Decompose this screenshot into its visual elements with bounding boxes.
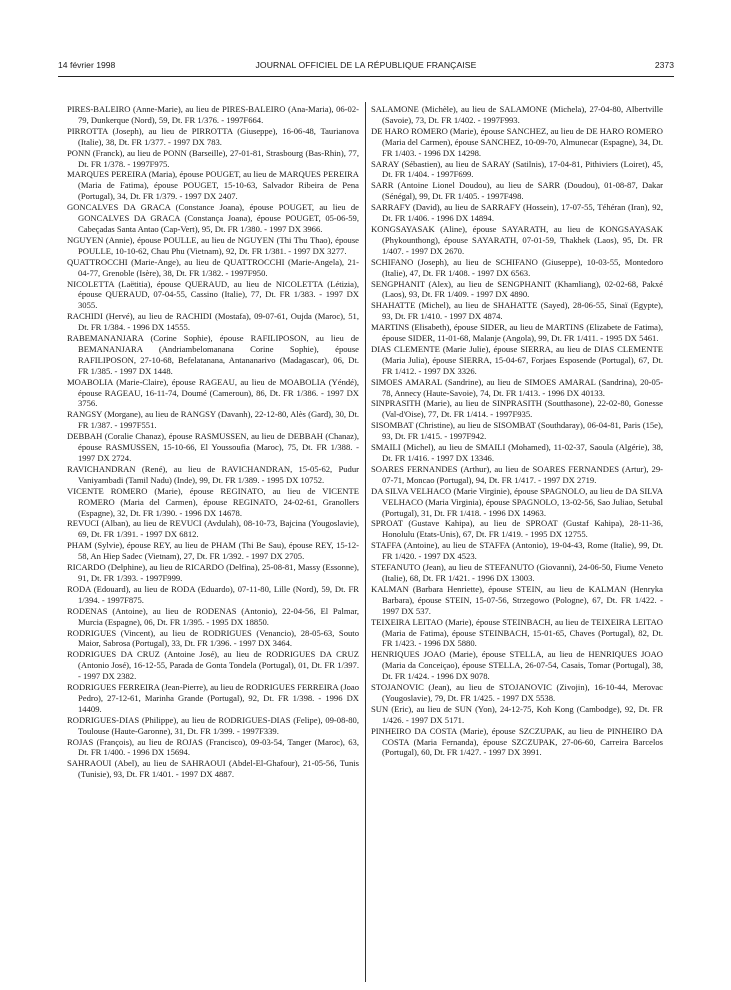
list-item: SARAY (Sébastien), au lieu de SARAY (Satilnis), 17-04-81, Pithiviers (Loiret), 45, Dt. FR 1/404. - 1997F699. — [371, 158, 663, 180]
list-item: DEBBAH (Coralie Chanaz), épouse RASMUSSEN, au lieu de DEBBAH (Chanaz), épouse RASMUSSEN, 15-10-66, El Youssoufia (Maroc), 75, Dt. FR 1/388. - 1997 DX 2724. — [67, 431, 359, 463]
list-item: STOJANOVIC (Jean), au lieu de STOJANOVIC (Zivojin), 16-10-44, Merovac (Yougoslavie), 79, Dt. FR 1/425. - 1997 DX 5538. — [371, 682, 663, 703]
list-item: RODA (Edouard), au lieu de RODA (Eduardo), 07-11-80, Lille (Nord), 59, Dt. FR 1/394. - 1997F875. — [67, 583, 359, 605]
page-number: 2373 — [654, 60, 674, 70]
list-item: STAFFA (Antoine), au lieu de STAFFA (Antonio), 19-04-43, Rome (Italie), 99, Dt. FR 1/420. - 1997 DX 4523. — [371, 540, 663, 562]
list-item: SARR (Antoine Lionel Doudou), au lieu de SARR (Doudou), 01-08-87, Dakar (Sénégal), 99, Dt. FR 1/405. - 1997F498. — [371, 180, 663, 202]
list-item: STEFANUTO (Jean), au lieu de STEFANUTO (Giovanni), 24-06-50, Fiume Veneto (Italie), 68, Dt. FR 1/421. - 1996 DX 13003. — [371, 562, 663, 583]
list-item: NGUYEN (Annie), épouse POULLE, au lieu de NGUYEN (Thi Thu Thao), épouse POULLE, 10-10-62, Chau Phu (Vietnam), 92, Dt. FR 1/381. - 1997 DX 3277. — [67, 234, 359, 256]
journal-title: JOURNAL OFFICIEL DE LA RÉPUBLIQUE FRANÇAISE — [255, 60, 477, 70]
list-item: SUN (Eric), au lieu de SUN (Yon), 24-12-75, Koh Kong (Cambodge), 92, Dt. FR 1/426. - 1997 DX 5171. — [371, 703, 663, 725]
list-item: RODRIGUES-DIAS (Philippe), au lieu de RODRIGUES-DIAS (Felipe), 09-08-80, Toulouse (Haute-Garonne), 31, Dt. FR 1/399. - 1997F339. — [67, 714, 359, 736]
column-separator — [365, 102, 366, 982]
list-item: GONCALVES DA GRACA (Constance Joana), épouse POUGET, au lieu de GONCALVES DA GRACA (Constança Joana), épouse POUGET, 05-06-59, Cabeçadas Santa Antao (Cap-Vert), 95, Dt. FR 1/380. - 1997 DX 3966. — [67, 202, 359, 234]
page-header — [58, 60, 674, 72]
list-item: KALMAN (Barbara Henriette), épouse STEIN, au lieu de KALMAN (Henryka Barbara), épouse STEIN, 15-07-56, Strzegowo (Pologne), 67, Dt. FR 1/422. - 1997 DX 537. — [371, 583, 663, 616]
list-item: QUATTROCCHI (Marie-Ange), au lieu de QUATTROCCHI (Marie-Angela), 21-04-77, Grenoble (Isère), 38, Dt. FR 1/382. - 1997F950. — [67, 256, 359, 278]
list-item: PIRROTTA (Joseph), au lieu de PIRROTTA (Giuseppe), 16-06-48, Taurianova (Italie), 38, Dt. FR 1/377. - 1997 DX 783. — [67, 125, 359, 147]
list-item: RODRIGUES (Vincent), au lieu de RODRIGUES (Venancio), 28-05-63, Souto Maior, Sabrosa (Portugal), 33, Dt. FR 1/396. - 1997 DX 3464. — [67, 627, 359, 649]
list-item: MOABOLIA (Marie-Claire), épouse RAGEAU, au lieu de MOABOLIA (Yéndé), épouse RAGEAU, 16-11-74, Doumé (Cameroun), 86, Dt. FR 1/386. - 1997 DX 3756. — [67, 376, 359, 409]
list-item: RABEMANANJARA (Corine Sophie), épouse RAFILIPOSON, au lieu de BEMANANJARA (Andriambelomanana Corine Sophie), épouse RAFILIPOSON, 27-10-68, Befelatanana, Antananarivo (Madagascar), 06, Dt. FR 1/385. - 1997 DX 1448. — [67, 333, 359, 376]
list-item: DE HARO ROMERO (Marie), épouse SANCHEZ, au lieu de DE HARO ROMERO (Maria del Carmen), épouse SANCHEZ, 10-09-70, Almunecar (Espagne), 34, Dt. FR 1/403. - 1996 DX 14298. — [371, 125, 663, 158]
list-item: DA SILVA VELHACO (Marie Virginie), épouse SPAGNOLO, au lieu de DA SILVA VELHACO (Maria Virginia), épouse SPAGNOLO, 13-02-56, Sao Juliao, Setubal (Portugal), 31, Dt. FR 1/418. - 1996 DX 14963. — [371, 485, 663, 518]
list-item: NICOLETTA (Laëtitia), épouse QUERAUD, au lieu de NICOLETTA (Létizia), épouse QUERAUD, 07-04-55, Cassino (Italie), 77, Dt. FR 1/383. - 1997 DX 3055. — [67, 278, 359, 311]
list-item: RODRIGUES FERREIRA (Jean-Pierre), au lieu de RODRIGUES FERREIRA (Joao Pedro), 27-12-61, Marinha Grande (Portugal), 92, Dt. FR 1/398. - 1996 DX 14409. — [67, 682, 359, 714]
list-item: SENGPHANIT (Alex), au lieu de SENGPHANIT (Khamliang), 02-02-68, Pakxé (Laos), 93, Dt. FR 1/409. - 1997 DX 4890. — [371, 278, 663, 300]
list-item: REVUCI (Alban), au lieu de REVUCI (Avdulah), 08-10-73, Bajcina (Yougoslavie), 69, Dt. FR 1/391. - 1997 DX 6812. — [67, 518, 359, 540]
list-item: SALAMONE (Michèle), au lieu de SALAMONE (Michela), 27-04-80, Albertville (Savoie), 73, Dt. FR 1/402. - 1997F993. — [371, 104, 663, 125]
list-item: TEIXEIRA LEITAO (Marie), épouse STEINBACH, au lieu de TEIXEIRA LEITAO (Maria de Fatima), épouse STEINBACH, 15-01-65, Chaves (Portugal), 82, Dt. FR 1/423. - 1996 DX 5880. — [371, 616, 663, 649]
list-item: PONN (Franck), au lieu de PONN (Barseille), 27-01-81, Strasbourg (Bas-Rhin), 77, Dt. FR 1/378. - 1997F975. — [67, 147, 359, 169]
list-item: PHAM (Sylvie), épouse REY, au lieu de PHAM (Thi Be Sau), épouse REY, 15-12-58, An Hiep Sadec (Vietnam), 27, Dt. FR 1/392. - 1997 DX 2705. — [67, 540, 359, 562]
list-item: RACHIDI (Hervé), au lieu de RACHIDI (Mostafa), 09-07-61, Oujda (Maroc), 51, Dt. FR 1/384. - 1996 DX 14555. — [67, 311, 359, 333]
list-item: SISOMBAT (Christine), au lieu de SISOMBAT (Southdaray), 06-04-81, Paris (15e), 93, Dt. FR 1/415. - 1997F942. — [371, 420, 663, 442]
list-item: ROJAS (François), au lieu de ROJAS (Francisco), 09-03-54, Tanger (Maroc), 63, Dt. FR 1/400. - 1996 DX 15694. — [67, 736, 359, 758]
header-rule — [58, 76, 674, 77]
list-item: VICENTE ROMERO (Marie), épouse REGINATO, au lieu de VICENTE ROMERO (Maria del Carmen), épouse REGINATO, 24-02-61, Granollers (Espagne), 32, Dt. FR 1/390. - 1996 DX 14678. — [67, 485, 359, 518]
list-item: KONGSAYASAK (Aline), épouse SAYARATH, au lieu de KONGSAYASAK (Phykounthong), épouse SAYARATH, 07-01-59, Thakhek (Laos), 95, Dt. FR 1/407. - 1997 DX 2670. — [371, 223, 663, 256]
list-item: SAHRAOUI (Abel), au lieu de SAHRAOUI (Abdel-El-Ghafour), 21-05-56, Tunis (Tunisie), 93, Dt. FR 1/401. - 1997 DX 4887. — [67, 758, 359, 780]
list-item: DIAS CLEMENTE (Marie Julie), épouse SIERRA, au lieu de DIAS CLEMENTE (Maria Julia), épouse SIERRA, 15-04-67, Forjaes Esposende (Portugal), 67, Dt. FR 1/412. - 1997 DX 3326. — [371, 343, 663, 376]
left-column — [67, 104, 359, 780]
right-column — [371, 104, 663, 758]
list-item: SIMOES AMARAL (Sandrine), au lieu de SIMOES AMARAL (Sandrina), 20-05-78, Annecy (Haute-Savoie), 74, Dt. FR 1/413. - 1996 DX 40133. — [371, 376, 663, 398]
list-item: SINPRASITH (Marie), au lieu de SINPRASITH (Soutthasone), 22-02-80, Gonesse (Val-d'Oise), 77, Dt. FR 1/414. - 1997F935. — [371, 398, 663, 420]
list-item: PIRES-BALEIRO (Anne-Marie), au lieu de PIRES-BALEIRO (Ana-Maria), 06-02-79, Dunkerque (Nord), 59, Dt. FR 1/376. - 1997F664. — [67, 104, 359, 125]
list-item: RAVICHANDRAN (René), au lieu de RAVICHANDRAN, 15-05-62, Pudur Vaniyambadi (Tamil Nadu) (Inde), 99, Dt. FR 1/389. - 1995 DX 10752. — [67, 463, 359, 485]
list-item: MARTINS (Elisabeth), épouse SIDER, au lieu de MARTINS (Elizabete de Fatima), épouse SIDER, 11-01-68, Malanje (Angola), 99, Dt. FR 1/411. - 1995 DX 5461. — [371, 322, 663, 344]
list-item: SPROAT (Gustave Kahipa), au lieu de SPROAT (Gustaf Kahipa), 28-11-36, Honolulu (Etats-Unis), 67, Dt. FR 1/419. - 1995 DX 12755. — [371, 518, 663, 540]
list-item: PINHEIRO DA COSTA (Marie), épouse SZCZUPAK, au lieu de PINHEIRO DA COSTA (Maria Fernanda), épouse SZCZUPAK, 27-06-60, Carreira Barcelos (Portugal), 60, Dt. FR 1/427. - 1997 DX 3991. — [371, 725, 663, 758]
list-item: MARQUES PEREIRA (Maria), épouse POUGET, au lieu de MARQUES PEREIRA (Maria de Fatima), épouse POUGET, 15-10-63, Salvador Ribeira de Pena (Portugal), 34, Dt. FR 1/379. - 1997 DX 2407. — [67, 169, 359, 202]
list-item: SARRAFY (David), au lieu de SARRAFY (Hossein), 17-07-55, Téhéran (Iran), 92, Dt. FR 1/406. - 1996 DX 14894. — [371, 202, 663, 224]
list-item: RANGSY (Morgane), au lieu de RANGSY (Davanh), 22-12-80, Alès (Gard), 30, Dt. FR 1/387. - 1997F551. — [67, 409, 359, 431]
list-item: RODRIGUES DA CRUZ (Antoine José), au lieu de RODRIGUES DA CRUZ (Antonio José), 16-12-55, Parada de Gonta Tondela (Portugal), 01, Dt. FR 1/397. - 1997 DX 2382. — [67, 649, 359, 682]
list-item: RICARDO (Delphine), au lieu de RICARDO (Delfina), 25-08-81, Massy (Essonne), 91, Dt. FR 1/393. - 1997F999. — [67, 562, 359, 583]
list-item: SOARES FERNANDES (Arthur), au lieu de SOARES FERNANDES (Artur), 29-07-71, Moncao (Portugal), 94, Dt. FR 1/417. - 1997 DX 2719. — [371, 463, 663, 485]
list-item: RODENAS (Antoine), au lieu de RODENAS (Antonio), 22-04-56, El Palmar, Murcia (Espagne), 06, Dt. FR 1/395. - 1995 DX 18850. — [67, 605, 359, 627]
list-item: SMAILI (Michel), au lieu de SMAILI (Mohamed), 11-02-37, Saoula (Algérie), 38, Dt. FR 1/416. - 1997 DX 13346. — [371, 442, 663, 463]
issue-date: 14 février 1998 — [58, 60, 116, 70]
list-item: SCHIFANO (Joseph), au lieu de SCHIFANO (Giuseppe), 10-03-55, Montedoro (Italie), 47, Dt. FR 1/408. - 1997 DX 6563. — [371, 256, 663, 278]
list-item: HENRIQUES JOAO (Marie), épouse STELLA, au lieu de HENRIQUES JOAO (Maria da Conceiçao), épouse STELLA, 26-07-54, Casais, Tomar (Portugal), 38, Dt. FR 1/424. - 1996 DX 9078. — [371, 649, 663, 682]
list-item: SHAHATTE (Michel), au lieu de SHAHATTE (Sayed), 28-06-55, Sinaï (Egypte), 93, Dt. FR 1/410. - 1997 DX 4874. — [371, 300, 663, 322]
